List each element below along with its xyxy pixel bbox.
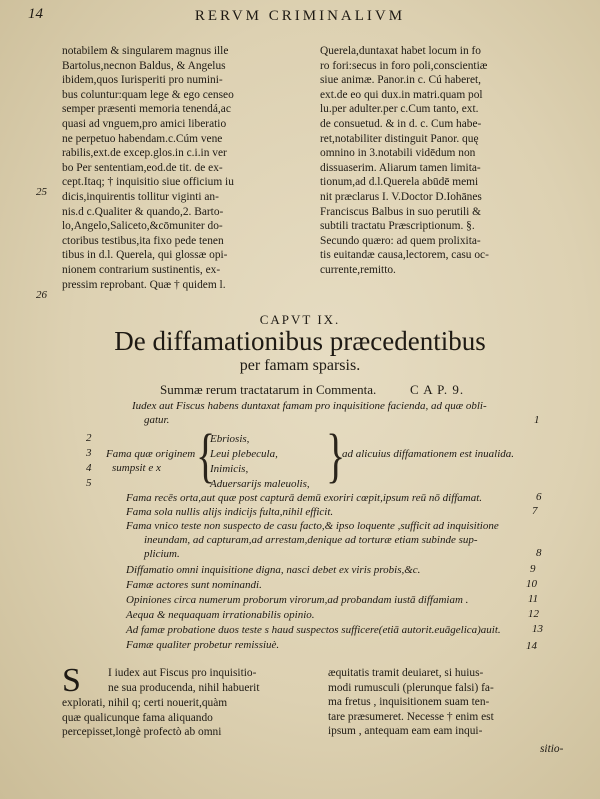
text-line: tis euitandæ causa,lectorem, casu oc- xyxy=(320,249,489,262)
text-line: lo,Angelo,Saliceto,&cōmuniter do- xyxy=(62,220,223,233)
text-line: quasi ad vnguem,pro amici liberatio xyxy=(62,117,227,130)
text-line: bo Per sententiam,eod.de tit. de ex- xyxy=(62,161,223,174)
right-brace: } xyxy=(326,421,346,489)
text-line: nit præclarus I. V.Doctor D.Iohānes xyxy=(320,190,482,203)
text-line: I iudex aut Fiscus pro inquisitio- xyxy=(108,667,257,679)
text-line: explorati, nihil q; certi nouerit,quàm xyxy=(62,697,228,709)
summary-item-12: Aequa & nequaquam irrationabilis opinio. xyxy=(126,609,315,621)
text-line: ret,notabiliter distinguit Panor. quę xyxy=(320,132,479,145)
text-line: ibidem,quos Iurisperiti pro numini- xyxy=(62,74,223,87)
summary-num-5: 5 xyxy=(86,477,92,489)
summary-num-7: 7 xyxy=(532,505,538,517)
page-header xyxy=(0,6,600,30)
fama-option: Leui plebecula, xyxy=(210,448,278,460)
text-line: nis.d c.Qualiter & quando,2. Barto- xyxy=(62,205,224,218)
text-line: modi rumusculi (plerunque falsi) fa- xyxy=(328,681,494,694)
text-line: rabilis,ext.de excep.glos.in c.i.in ver xyxy=(62,147,227,160)
chapter-title: De diffamationibus præcedentibus xyxy=(114,326,486,356)
text-line: ne sua producenda, nihil habuerit xyxy=(108,682,260,694)
summary-num-11: 11 xyxy=(528,593,539,605)
left-brace: { xyxy=(196,421,216,489)
summary-num-8: 8 xyxy=(536,547,542,559)
catchword: sitio- xyxy=(540,743,564,755)
text-line: ro fori:secus in foro poli,conscientiæ xyxy=(320,59,488,72)
summary-num-3: 3 xyxy=(86,447,92,459)
text-line: ma fretus , inquisitionem suam ten- xyxy=(328,696,490,709)
text-line: subtili tractatu Præscriptionum. §. xyxy=(320,220,475,233)
text-line: æquitatis tramit deuiaret, si huius- xyxy=(328,667,484,679)
summary-num-14: 14 xyxy=(526,640,537,652)
text-line: Bartolus,necnon Baldus, & Angelus xyxy=(62,59,226,72)
text-line: bus coluntur:quam lege & ego censeo xyxy=(62,88,234,101)
summary-item-1: Iudex aut Fiscus habens duntaxat famam pro inquisitione facienda, ad quæ obli- xyxy=(132,400,487,412)
text-line: ipsum , antequam eam eam inqui- xyxy=(328,725,483,738)
chapter-number: CAPVT IX. xyxy=(259,312,341,327)
text-line: dissuaserim. Aliarum tamen limita- xyxy=(320,161,481,174)
summary-num-6: 6 xyxy=(536,491,542,503)
text-line: ext.de eo qui dux.in matri.quam pol xyxy=(320,88,483,101)
text-line: cept.Itaq; † inquisitio siue officium iu xyxy=(62,176,234,189)
summary-num-4: 4 xyxy=(86,462,92,474)
summary-item-13: Ad famæ probatione duos teste s haud suspectos sufficere(etiā autorit.euāgelica)auit. xyxy=(126,624,501,636)
fama-origin-label: Fama quæ originem xyxy=(106,448,196,460)
margin-number-25: 25 xyxy=(36,186,47,198)
fama-option: Inimicis, xyxy=(210,463,249,475)
summary-item-8-cont: ineundam, ad capturam,ad arrestam,denique ad torturæ etiam subinde sup- xyxy=(144,534,478,546)
summary-item-1-cont: gatur. xyxy=(144,414,170,426)
text-line: tare præsumeret. Necesse † enim est xyxy=(328,710,494,723)
text-line: ne perpetuo habendam.c.Cúm vene xyxy=(62,132,223,145)
text-line: notabilem & singularem magnus ille xyxy=(62,45,229,57)
text-line: dicis,inquirentis tollitur viginti an- xyxy=(62,190,219,203)
text-line: lu.per adulter.per c.Cum tanto, ext. xyxy=(320,103,479,116)
text-line: ctoribus testibus,ita fixo pede tenen xyxy=(62,234,224,247)
summary-num-2: 2 xyxy=(86,432,92,444)
text-line: siue animæ. Panor.in c. Cú haberet, xyxy=(320,74,482,87)
text-line: pressim reprobant. Quæ † quidem l. xyxy=(62,278,226,291)
summary-item-8: Fama vnico teste non suspecto de casu facto,& ipso loquente ,sufficit ad inquisitione xyxy=(126,520,499,532)
summary-item-14: Famæ qualiter probetur remissiuè. xyxy=(126,639,280,651)
summary-item-8-cont2: plicium. xyxy=(144,548,180,560)
fama-option: Aduersarijs maleuolis, xyxy=(210,478,310,490)
text-line: tibus in d.l. Querela, qui glossæ opi- xyxy=(62,249,228,262)
summary-heading-text: Summæ rerum tractatarum in Commenta. xyxy=(160,382,377,397)
summary-num-1: 1 xyxy=(534,414,540,426)
summary-item-11: Opiniones circa numerum proborum virorum,ad probandam iustā diffamiam . xyxy=(126,594,469,606)
page-number: 14 xyxy=(28,6,43,22)
text-line: quæ qualicunque fama aliquando xyxy=(62,711,213,724)
right-text-column xyxy=(320,44,572,278)
fama-conclusion: ad alicuius diffamationem est inualida. xyxy=(342,448,515,460)
text-line: Secundo quæro: ad quem prolixita- xyxy=(320,234,481,247)
running-title: RERVM CRIMINALIVM xyxy=(194,8,406,24)
summary-num-10: 10 xyxy=(526,578,537,590)
text-line: semper præsenti memoria tenendá,ac xyxy=(62,103,231,116)
summary-item-7: Fama sola nullis alijs indicijs fulta,nihil efficit. xyxy=(126,506,334,518)
margin-number-26: 26 xyxy=(36,289,47,301)
summary-chapter-label: C A P. 9. xyxy=(410,382,465,397)
text-line: percepisset,longè profectò ab omni xyxy=(62,726,222,739)
summary-num-13: 13 xyxy=(532,623,543,635)
summary-heading xyxy=(160,382,465,398)
chapter-subtitle: per famam sparsis. xyxy=(239,357,361,374)
bottom-left-column-wide xyxy=(62,696,227,740)
text-line: Franciscus Balbus in suo perutili & xyxy=(320,205,482,218)
summary-num-12: 12 xyxy=(528,608,539,620)
text-line: omnino in 3.notabili vidēdum non xyxy=(320,147,476,160)
left-text-column xyxy=(62,44,314,292)
drop-cap: S xyxy=(62,662,81,699)
text-line: Querela,duntaxat habet locum in fo xyxy=(320,45,481,57)
summary-item-6: Fama recēs orta,aut quæ post capturā demū exoriri cœpit,ipsum reū nō diffamat. xyxy=(126,492,483,504)
summary-num-9: 9 xyxy=(530,563,536,575)
summary-item-10: Famæ actores sunt nominandi. xyxy=(126,579,262,591)
text-line: currente,remitto. xyxy=(320,263,396,276)
summary-item-9: Diffamatio omni inquisitione digna, nasci debet ex viris probis,&c. xyxy=(126,564,421,576)
bottom-right-column xyxy=(328,666,572,739)
text-line: de consuetud. & in d. c. Cum habe- xyxy=(320,117,482,130)
text-line: tionum,ad d.l.Querela abūdē memi xyxy=(320,176,479,189)
text-line: nionem contrarium sustinentis, ex- xyxy=(62,263,221,276)
fama-origin-label-2: sumpsit e x xyxy=(112,462,161,474)
fama-option: Ebriosis, xyxy=(210,433,250,445)
bottom-left-column xyxy=(108,681,260,696)
